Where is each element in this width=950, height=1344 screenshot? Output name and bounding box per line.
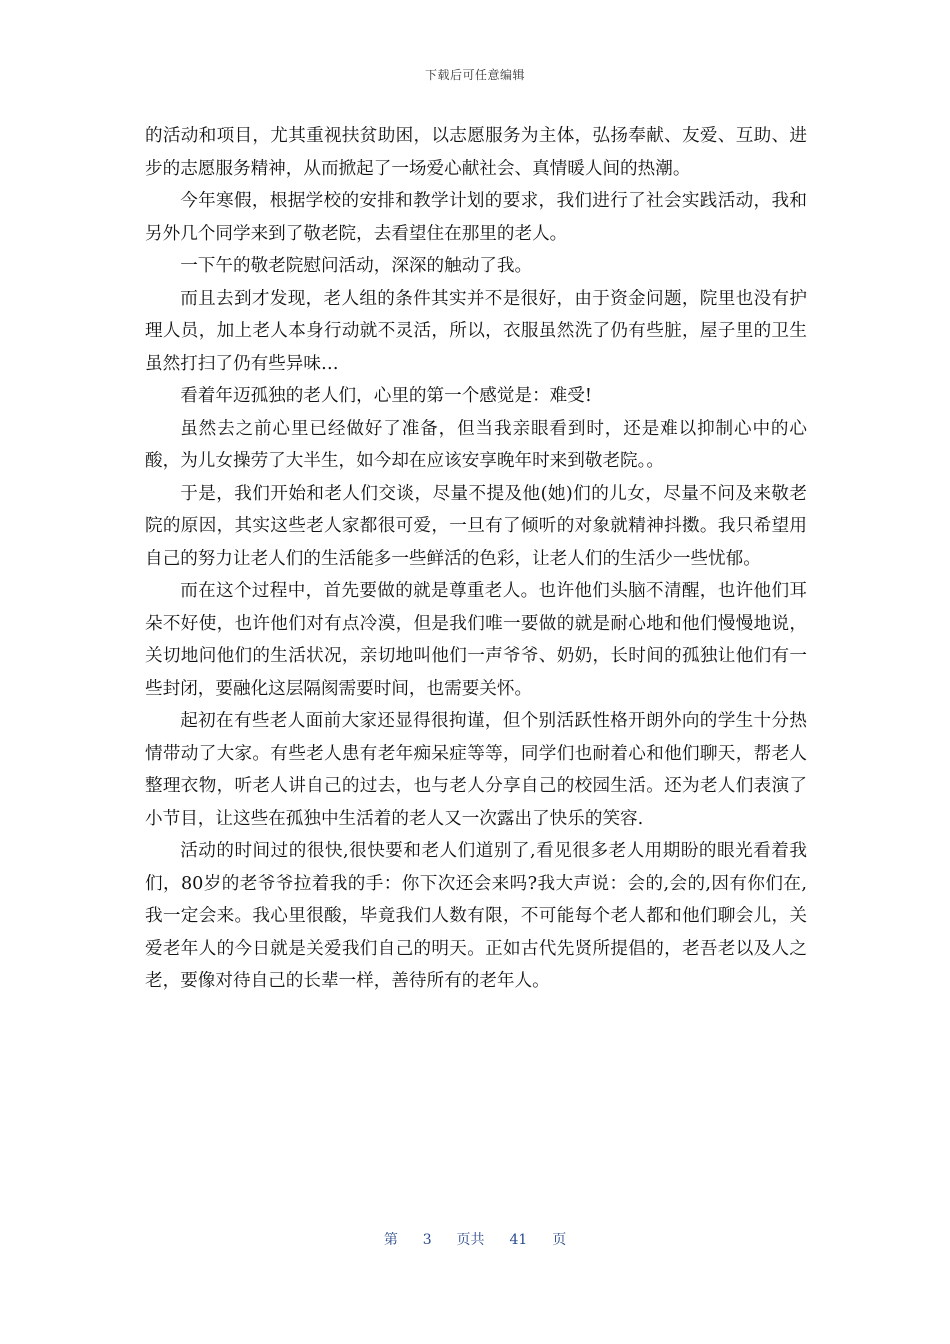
document-body (145, 120, 807, 998)
paragraph-1: 的活动和项目，尤其重视扶贫助困，以志愿服务为主体，弘扬奉献、友爱、互助、进步的志愿服务精神，从而掀起了一场爱心献社会、真情暖人间的热潮。 (145, 126, 807, 179)
paragraph-4: 而且去到才发现，老人组的条件其实并不是很好，由于资金问题，院里也没有护理人员，加上老人本身行动就不灵活，所以，衣服虽然洗了仍有些脏，屋子里的卫生虽然打扫了仍有些异味… (145, 288, 807, 374)
paragraph-7: 于是，我们开始和老人们交谈，尽量不提及他(她)们的儿女，尽量不问及来敬老院的原因，其实这些老人家都很可爱，一旦有了倾听的对象就精神抖擞。我只希望用自己的努力让老人们的生活能多一些鲜活的色彩，让老人们的生活少一些忧郁。 (145, 483, 807, 569)
footer-middle: 页共 (456, 1232, 485, 1248)
paragraph-6: 虽然去之前心里已经做好了准备，但当我亲眼看到时，还是难以抑制心中的心酸，为儿女操劳了大半生，如今却在应该安享晚年时来到敬老院。。 (145, 418, 807, 471)
footer-prefix: 第 (383, 1232, 398, 1248)
footer-suffix: 页 (552, 1232, 567, 1248)
footer-page-number: 3 (422, 1232, 432, 1248)
paragraph-3: 一下午的敬老院慰问活动，深深的触动了我。 (180, 256, 533, 276)
paragraph-9: 起初在有些老人面前大家还显得很拘谨，但个别活跃性格开朗外向的学生十分热情带动了大家。有些老人患有老年痴呆症等等，同学们也耐着心和他们聊天，帮老人整理衣物，听老人讲自己的过去，也与老人分享自己的校园生活。还为老人们表演了小节目，让这些在孤独中生活着的老人又一次露出了快乐的笑容. (145, 711, 807, 829)
paragraph-5: 看着年迈孤独的老人们，心里的第一个感觉是：难受! (180, 386, 592, 406)
footer-total-pages: 41 (509, 1232, 528, 1248)
page-footer (0, 1229, 950, 1249)
paragraph-10: 活动的时间过的很快,很快要和老人们道别了,看见很多老人用期盼的眼光看着我们，80岁的老爷爷拉着我的手：你下次还会来吗?我大声说：会的,会的,因有你们在,我一定会来。我心里很酸，毕竟我们人数有限，不可能每个老人都和他们聊会儿，关爱老年人的今日就是关爱我们自己的明天。正如古代先贤所提倡的，老吾老以及人之老，要像对待自己的长辈一样，善待所有的老年人。 (145, 841, 807, 991)
page-header: 下载后可任意编辑 (424, 68, 525, 82)
paragraph-8: 而在这个过程中，首先要做的就是尊重老人。也许他们头脑不清醒，也许他们耳朵不好使，也许他们对有点冷漠，但是我们唯一要做的就是耐心地和他们慢慢地说，关切地问他们的生活状况，亲切地叫他们一声爷爷、奶奶，长时间的孤独让他们有一些封闭，要融化这层隔阂需要时间，也需要关怀。 (145, 581, 807, 699)
paragraph-2: 今年寒假，根据学校的安排和教学计划的要求，我们进行了社会实践活动，我和另外几个同学来到了敬老院，去看望住在那里的老人。 (145, 191, 807, 244)
